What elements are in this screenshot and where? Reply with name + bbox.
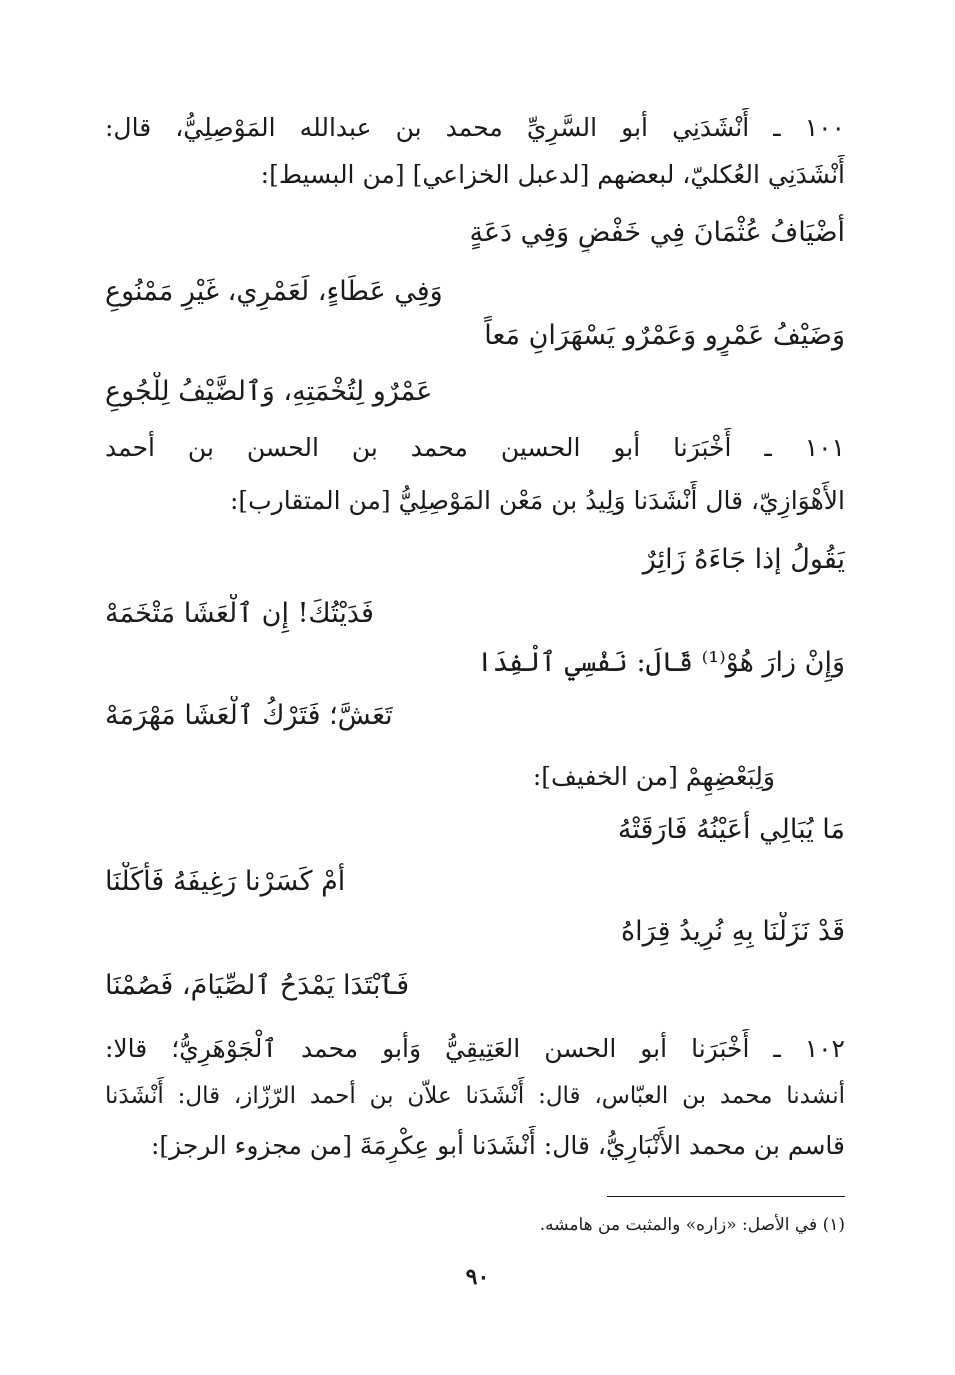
entry-102-heading: ١٠٢ ـ أَخْبَرَنا أبو الحسن العَتِيقِيُّ وَأبو محمد ٱلْجَوْهَرِيُّ؛ قالا: (105, 1034, 845, 1063)
verse-hemistich: عَمْرٌو لِتُخْمَتِهِ، وَٱلضَّيْفُ لِلْجُوعِ (105, 376, 433, 407)
verse-hemistich: فَٱبْتَدَا يَمْدَحُ ٱلصِّيَامَ، فَصُمْنَا (105, 970, 410, 1001)
verse-hemistich: تَعَشَّ؛ فَتَرْكُ ٱلْعَشَا مَهْرَمَهْ (105, 700, 393, 731)
verse-hemistich: وَإِنْ زارَ هُوْ⁽¹⁾ قَالَ: نَفْسِي ٱلْفِدَا (476, 647, 845, 678)
entry-102-chain: أنشدنا محمد بن العبّاس، قال: أَنْشَدَنا علاّن بن أحمد الرّزّاز، قال: أَنْشَدَنا (105, 1083, 845, 1109)
entry-102-attribution: قاسم بن محمد الأَنْبَارِيُّ، قال: أَنْشَدَنا أبو عِكْرِمَةَ [من مجزوء الرجز]: (150, 1131, 845, 1160)
entry-attribution-khafif: وَلِبَعْضِهِمْ [من الخفيف]: (532, 762, 775, 791)
page-number: ٩٠ (465, 1264, 490, 1290)
verse-hemistich: أَضْيَافُ عُثْمَانَ فِي خَفْضٍ وَفِي دَعَةٍ (469, 217, 845, 248)
verse-hemistich: أَمْ كَسَرْنا رَغِيفَهُ فَأَكَلْنَا (105, 866, 346, 897)
verse-hemistich: قَدْ نَزَلْنَا بِهِ نُرِيدُ قِرَاهُ (621, 916, 845, 947)
verse-hemistich: فَدَيْتُكَ! إِن ٱلْعَشَا مَتْخَمَهْ (105, 598, 374, 629)
verse-hemistich: وَضَيْفُ عَمْرٍو وَعَمْرٌو يَسْهَرَانِ مَعاً (484, 320, 845, 351)
entry-101-heading: ١٠١ ـ أَخْبَرَنا أبو الحسين محمد بن الحسن بن أحمد (105, 433, 845, 462)
verse-hemistich: وَفِي عَطَاءٍ، لَعَمْرِي، غَيْرِ مَمْنُوعِ (105, 276, 443, 307)
footnote-divider (607, 1196, 845, 1197)
verse-hemistich: يَقُولُ إذا جَاءَهُ زَائِرٌ (642, 544, 845, 575)
entry-101-attribution: الأَهْوَازِيّ، قال أَنْشَدَنا وَلِيدُ بن مَعْن المَوْصِلِيُّ [من المتقارب]: (229, 486, 845, 515)
entry-100-heading: ١٠٠ ـ أَنْشَدَنِي أبو السَّرِيِّ محمد بن عبدالله المَوْصِلِيُّ، قال: (105, 113, 845, 142)
entry-100-attribution: أَنْشَدَنِي العُكليّ، لبعضهم [لدعبل الخزاعي] [من البسيط]: (260, 160, 845, 189)
footnote: (١) في الأصل: «زاره» والمثبت من هامشه. (539, 1215, 845, 1235)
verse-hemistich: مَا يُبَالِي أَعَيْنُهُ فَارَقَتْهُ (617, 814, 845, 845)
